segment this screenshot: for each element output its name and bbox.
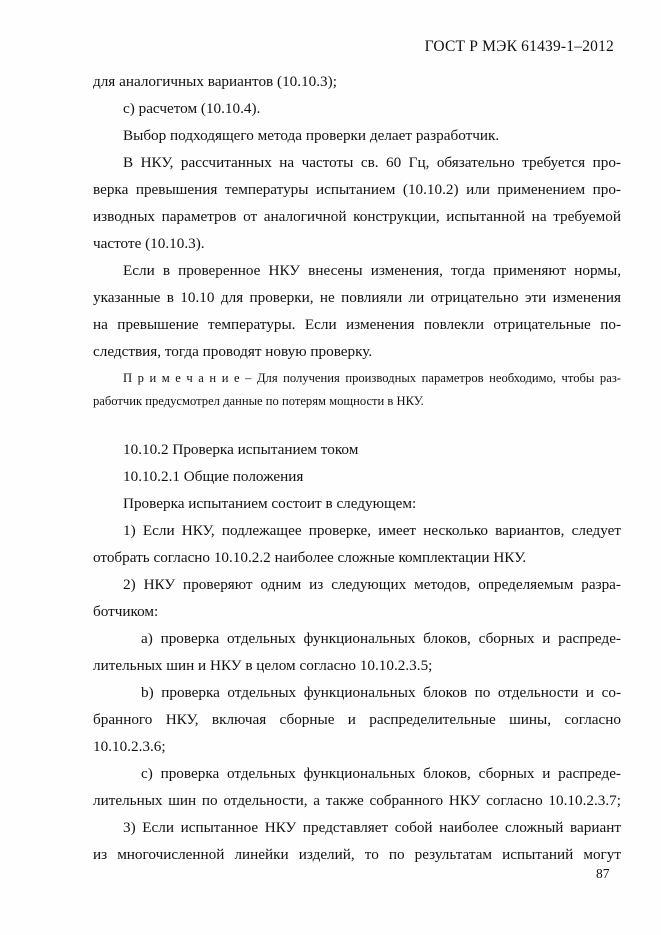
text-line: c) расчетом (10.10.4).: [123, 100, 261, 117]
note-line: П р и м е ч а н и е – Для получения производных параметров необходимо, чтобы раз-: [123, 371, 621, 385]
subsection-heading: 10.10.2.1 Общие положения: [123, 468, 304, 485]
text-line: следствия, тогда проводят новую проверку.: [93, 343, 373, 360]
text-line: Проверка испытанием состоит в следующем:: [123, 495, 417, 512]
text-line: для аналогичных вариантов (10.10.3);: [93, 73, 337, 90]
list-item-line: 10.10.2.3.6;: [93, 738, 166, 755]
text-line: отобрать согласно 10.10.2.2 наиболее сложные комплектации НКУ.: [93, 549, 527, 566]
list-item-line: a) проверка отдельных функциональных блоков, сборных и распреде-: [141, 630, 621, 647]
text-line: изводных параметров от аналогичной конструкции, испытанной на требуемой: [93, 208, 621, 225]
text-line: верка превышения температуры испытанием (10.10.2) или применением про-: [93, 181, 621, 198]
document-header: ГОСТ Р МЭК 61439-1–2012: [424, 38, 614, 55]
text-line: В НКУ, рассчитанных на частоты св. 60 Гц, обязательно требуется про-: [123, 154, 621, 171]
text-line: частоте (10.10.3).: [93, 235, 205, 252]
text-line: 3) Если испытанное НКУ представляет собой наиболее сложный вариант: [123, 819, 621, 836]
text-line: 1) Если НКУ, подлежащее проверке, имеет несколько вариантов, следует: [123, 522, 621, 539]
list-item-line: b) проверка отдельных функциональных блоков по отдельности и со-: [141, 684, 621, 701]
note-line: работчик предусмотрел данные по потерям мощности в НКУ.: [93, 394, 424, 408]
text-line: указанные в 10.10 для проверки, не повлияли ли отрицательно эти изменения: [93, 289, 621, 306]
text-line: на превышение температуры. Если изменения повлекли отрицательные по-: [93, 316, 621, 333]
text-line: Выбор подходящего метода проверки делает разработчик.: [123, 127, 500, 144]
page-number: 87: [596, 866, 610, 881]
list-item-line: лительных шин и НКУ в целом согласно 10.10.2.3.5;: [93, 657, 433, 674]
section-heading: 10.10.2 Проверка испытанием током: [123, 441, 359, 458]
text-line: 2) НКУ проверяют одним из следующих методов, определяемым разра-: [123, 576, 621, 593]
text-line: из многочисленной линейки изделий, то по результатам испытаний могут: [93, 846, 621, 863]
list-item-line: бранного НКУ, включая сборные и распределительные шины, согласно: [93, 711, 621, 728]
list-item-line: лительных шин по отдельности, а также собранного НКУ согласно 10.10.2.3.7;: [93, 792, 621, 809]
text-line: ботчиком:: [93, 603, 159, 620]
text-line: Если в проверенное НКУ внесены изменения, тогда применяют нормы,: [123, 262, 621, 279]
list-item-line: c) проверка отдельных функциональных блоков, сборных и распреде-: [141, 765, 621, 782]
